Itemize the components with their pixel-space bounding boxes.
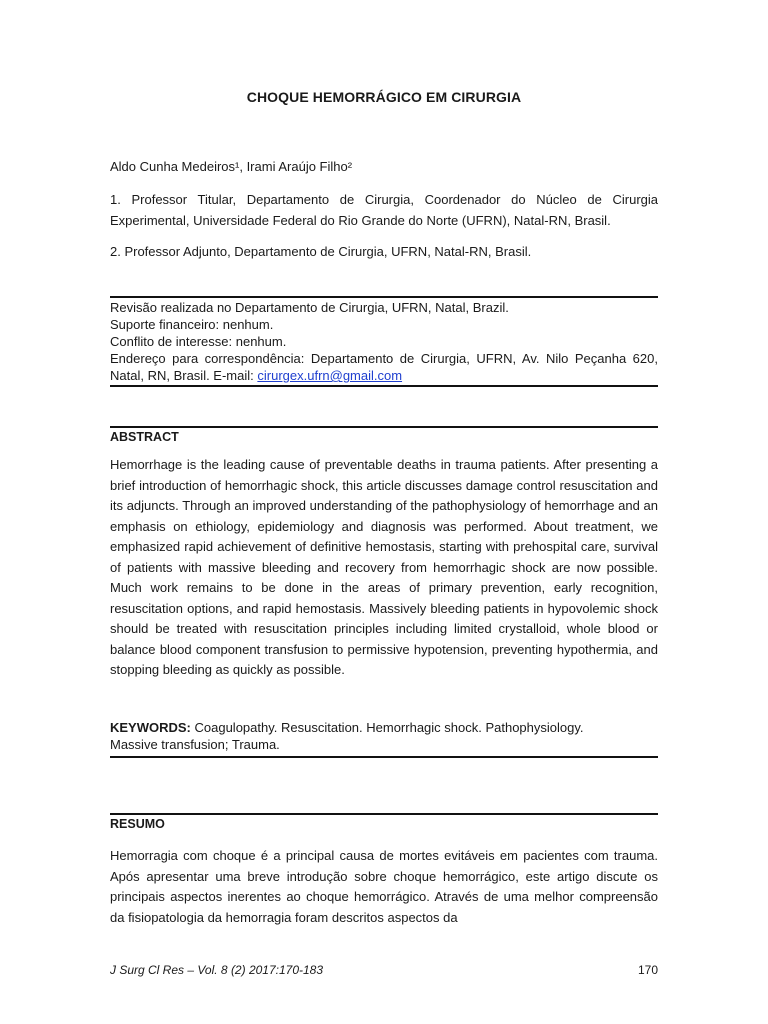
review-note: Revisão realizada no Departamento de Cirurgia, UFRN, Natal, Brazil.: [110, 300, 509, 315]
article-title: CHOQUE HEMORRÁGICO EM CIRURGIA: [246, 89, 522, 105]
correspondence-address: [110, 350, 658, 384]
keywords-bottom-rule: [110, 756, 658, 758]
email-link[interactable]: cirurgex.ufrn@gmail.com: [257, 368, 403, 383]
abstract-heading: ABSTRACT: [110, 430, 179, 444]
address-text: Endereço para correspondência: Departamento de Cirurgia, UFRN, Av. Nilo Peçanha 620, Natal, RN, Brasil. E-mail:: [110, 351, 658, 383]
article-page: [110, 0, 658, 1024]
abstract-body: Hemorrhage is the leading cause of preventable deaths in trauma patients. After presenting a brief introduction of hemorrhagic shock, this article discusses damage control resuscitation and its adjuncts. Through an improved understanding of the pathophysiology of hemorrhage and an emphasis on ethiology, epidemiology and diagnosis was performed. About treatment, we emphasized rapid achievement of definitive hemostasis, starting with prehospital care, survival of patients with massive bleeding and recovery from hemorrhagic shock are now possible. Much work remains to be done in the areas of primary prevention, early recognition, resuscitation options, and rapid hemostasis. Massively bleeding patients in hypovolemic shock should be treated with resuscitation principles including limited crystalloid, whole blood or balance blood component transfusion to permissive hypotension, preventing hypothermia, and stopping bleeding as quickly as possible.: [110, 457, 658, 677]
resumo-heading: RESUMO: [110, 817, 165, 831]
author-list: Aldo Cunha Medeiros¹, Irami Araújo Filho²: [110, 159, 353, 174]
resumo-top-rule: [110, 813, 658, 815]
journal-citation: J Surg Cl Res – Vol. 8 (2) 2017:170-183: [110, 963, 324, 977]
page-number: 170: [637, 963, 658, 977]
resumo-body: Hemorragia com choque é a principal causa de mortes evitáveis em pacientes com trauma. Após apresentar uma breve introdução sobre choque hemorrágico, este artigo discute os principais aspectos inerentes ao choque hemorrágico. Através de uma melhor compreensão da fisiopatologia da hemorragia foram descritos aspectos da: [110, 848, 658, 925]
keywords: [110, 719, 658, 753]
article-info-box: [110, 296, 658, 387]
keywords-line-2: Massive transfusion; Trauma.: [110, 737, 280, 752]
conflict-note: Conflito de interesse: nenhum.: [110, 334, 287, 349]
page-footer: [110, 963, 658, 977]
affiliation-1: 1. Professor Titular, Departamento de Cirurgia, Coordenador do Núcleo de Cirurgia Experimental, Universidade Federal do Rio Grande do Norte (UFRN), Natal-RN, Brasil.: [110, 192, 658, 228]
funding-note: Suporte financeiro: nenhum.: [110, 317, 274, 332]
affiliation-2: 2. Professor Adjunto, Departamento de Cirurgia, UFRN, Natal-RN, Brasil.: [110, 244, 532, 259]
keywords-label: KEYWORDS:: [110, 720, 191, 735]
abstract-top-rule: [110, 426, 658, 428]
keywords-line-1: Coagulopathy. Resuscitation. Hemorrhagic shock. Pathophysiology.: [190, 720, 584, 735]
